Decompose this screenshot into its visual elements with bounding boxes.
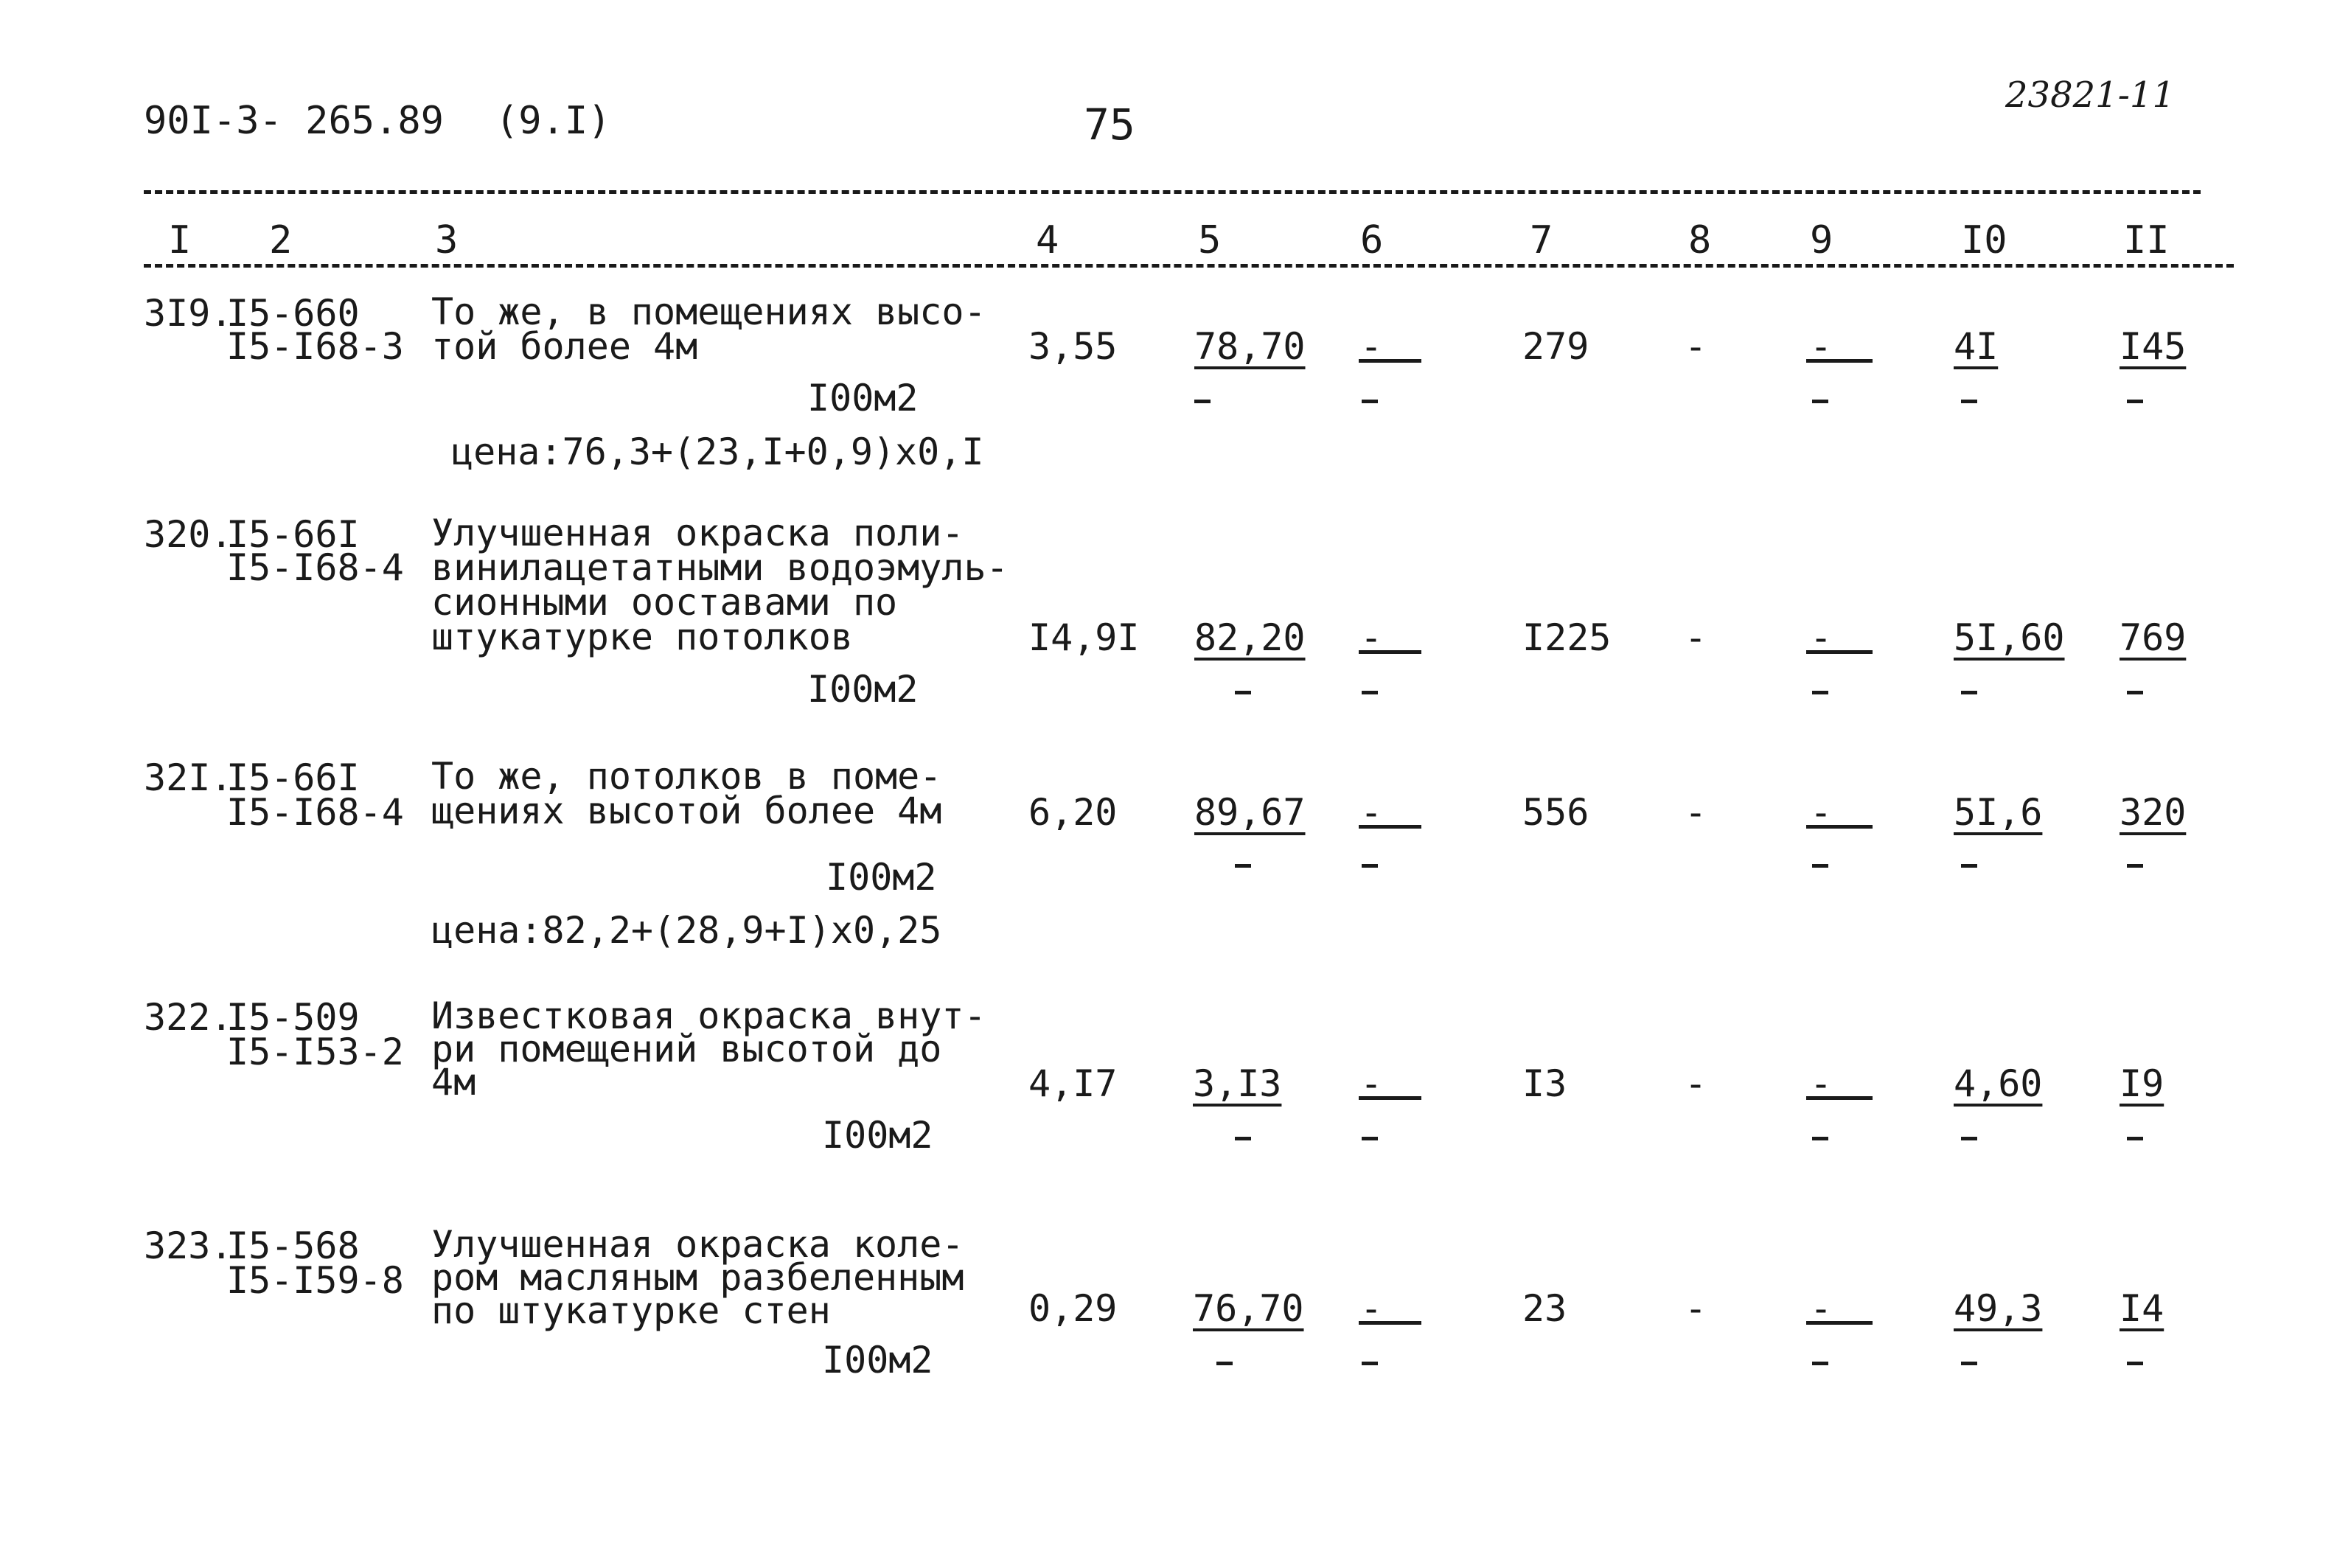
cell-col11: I4 — [2120, 1287, 2164, 1330]
handwritten-reference: 23821-11 — [2005, 74, 2175, 116]
sub-dash — [2127, 400, 2143, 403]
row-unit: I00м2 — [807, 668, 919, 711]
cell-col10: 49,3 — [1954, 1287, 2043, 1330]
sub-dash — [2127, 1137, 2143, 1140]
sub-dash — [1961, 864, 1977, 868]
row-number: 32I. — [144, 756, 233, 799]
col-header-11: II — [2123, 218, 2170, 262]
cell-col8: - — [1685, 616, 1707, 659]
col-header-2: 2 — [269, 218, 293, 262]
row-code-primary: I5-660 — [226, 292, 360, 335]
col-header-9: 9 — [1810, 218, 1833, 262]
cell-col4: 3,55 — [1028, 325, 1118, 368]
cell-col11: 320 — [2120, 791, 2187, 834]
row-code-secondary: I5-I53-2 — [226, 1031, 404, 1073]
sub-dash — [1812, 691, 1828, 694]
row-description-line: Известковая окраска внут- — [431, 994, 986, 1037]
row-description-line: штукатурке потолков — [431, 616, 853, 658]
cell-col11: 769 — [2120, 616, 2187, 659]
cell-col8: - — [1685, 1287, 1707, 1330]
row-description-line: Улучшенная окраска коле- — [431, 1223, 964, 1266]
cell-col5: 78,70 — [1194, 325, 1306, 368]
row-description-line: ром масляным разбеленным — [431, 1256, 964, 1299]
sub-dash — [1812, 864, 1828, 868]
cell-col11: I45 — [2120, 325, 2187, 368]
cell-col10: 4,60 — [1954, 1062, 2043, 1105]
cell-col7: 556 — [1522, 791, 1589, 834]
cell-col5: 76,70 — [1193, 1287, 1304, 1330]
page-number: 75 — [1084, 100, 1135, 150]
cell-col7: I3 — [1522, 1062, 1567, 1105]
col-header-8: 8 — [1688, 218, 1712, 262]
sub-dash — [1812, 400, 1828, 403]
sub-dash — [1812, 1362, 1828, 1365]
cell-col5: 82,20 — [1194, 616, 1306, 659]
row-unit: I00м2 — [826, 856, 937, 899]
cell-col8: - — [1685, 1062, 1707, 1105]
row-code-secondary: I5-I68-3 — [226, 325, 404, 368]
row-number: 322. — [144, 996, 233, 1039]
row-description-line: винилацетатными водоэмуль- — [431, 546, 1009, 589]
row-code-primary: I5-509 — [226, 996, 360, 1039]
cell-col9: - — [1810, 791, 1833, 834]
col-header-1: I — [168, 218, 192, 262]
cell-col7: 279 — [1522, 325, 1589, 368]
cell-col8: - — [1685, 791, 1707, 834]
col-header-5: 5 — [1198, 218, 1222, 262]
cell-col7: 23 — [1522, 1287, 1567, 1330]
row-code-primary: I5-568 — [226, 1224, 360, 1267]
row-description-line: сионными ооставами по — [431, 581, 898, 624]
row-description-line: Улучшенная окраска поли- — [431, 512, 964, 554]
row-code-secondary: I5-I68-4 — [226, 546, 404, 589]
sub-dash — [1235, 864, 1251, 868]
row-unit: I00м2 — [807, 377, 919, 419]
sub-dash — [1235, 691, 1251, 694]
cell-col6: - — [1360, 1287, 1383, 1330]
row-code-primary: I5-66I — [226, 513, 360, 556]
row-price-note: цена:82,2+(28,9+I)х0,25 — [431, 909, 942, 952]
top-dashed-rule — [144, 190, 2201, 194]
row-description-line: ри помещений высотой до — [431, 1028, 942, 1070]
sub-dash — [1961, 1137, 1977, 1140]
sub-dash — [2127, 691, 2143, 694]
sub-dash — [2127, 864, 2143, 868]
cell-col10: 5I,60 — [1954, 616, 2065, 659]
row-unit: I00м2 — [822, 1339, 933, 1381]
cell-col6: - — [1360, 325, 1383, 368]
sub-dash — [1812, 1137, 1828, 1140]
row-code-primary: I5-66I — [226, 756, 360, 799]
col-header-3: 3 — [435, 218, 459, 262]
col-header-7: 7 — [1530, 218, 1553, 262]
row-number: 320. — [144, 513, 233, 556]
sub-dash — [1216, 1362, 1233, 1365]
col-header-6: 6 — [1360, 218, 1384, 262]
cell-col6: - — [1360, 791, 1383, 834]
row-description-line: той более 4м — [431, 325, 698, 368]
sub-dash — [1362, 1362, 1378, 1365]
sub-dash — [1362, 400, 1378, 403]
sub-dash — [1235, 1137, 1251, 1140]
row-number: 323. — [144, 1224, 233, 1267]
row-number: 3I9. — [144, 292, 233, 335]
row-code-secondary: I5-I68-4 — [226, 791, 404, 834]
cell-col10: 4I — [1954, 325, 1999, 368]
cell-col9: - — [1810, 325, 1833, 368]
cell-col10: 5I,6 — [1954, 791, 2043, 834]
cell-col9: - — [1810, 616, 1833, 659]
sub-dash — [1362, 1137, 1378, 1140]
cell-col7: I225 — [1522, 616, 1612, 659]
row-price-note: цена:76,3+(23,I+0,9)х0,I — [451, 431, 984, 473]
sub-dash — [2127, 1362, 2143, 1365]
document-code: 90I-3- 265.89 — [144, 99, 444, 143]
header-dashed-rule — [144, 264, 2234, 268]
col-header-10: I0 — [1961, 218, 2007, 262]
cell-col9: - — [1810, 1287, 1833, 1330]
cell-col4: 0,29 — [1028, 1287, 1118, 1330]
section-number: (9.I) — [495, 99, 611, 143]
cell-col6: - — [1360, 616, 1383, 659]
sub-dash — [1194, 400, 1211, 403]
cell-col4: 4,I7 — [1028, 1062, 1118, 1105]
sub-dash — [1961, 691, 1977, 694]
row-description-line: 4м — [431, 1061, 476, 1104]
cell-col5: 89,67 — [1194, 791, 1306, 834]
cell-col6: - — [1360, 1062, 1383, 1105]
cell-col5: 3,I3 — [1193, 1062, 1282, 1105]
cell-col9: - — [1810, 1062, 1833, 1105]
cell-col4: I4,9I — [1028, 616, 1140, 659]
row-description-line: по штукатурке стен — [431, 1289, 831, 1332]
cell-col11: I9 — [2120, 1062, 2164, 1105]
col-header-4: 4 — [1036, 218, 1059, 262]
row-description-line: То же, в помещениях высо- — [431, 290, 986, 333]
row-description-line: щениях высотой более 4м — [431, 790, 942, 832]
row-code-secondary: I5-I59-8 — [226, 1259, 404, 1302]
sub-dash — [1961, 1362, 1977, 1365]
cell-col4: 6,20 — [1028, 791, 1118, 834]
sub-dash — [1362, 691, 1378, 694]
sub-dash — [1961, 400, 1977, 403]
row-unit: I00м2 — [822, 1114, 933, 1157]
row-description-line: То же, потолков в поме- — [431, 755, 942, 798]
sub-dash — [1362, 864, 1378, 868]
cell-col8: - — [1685, 325, 1707, 368]
